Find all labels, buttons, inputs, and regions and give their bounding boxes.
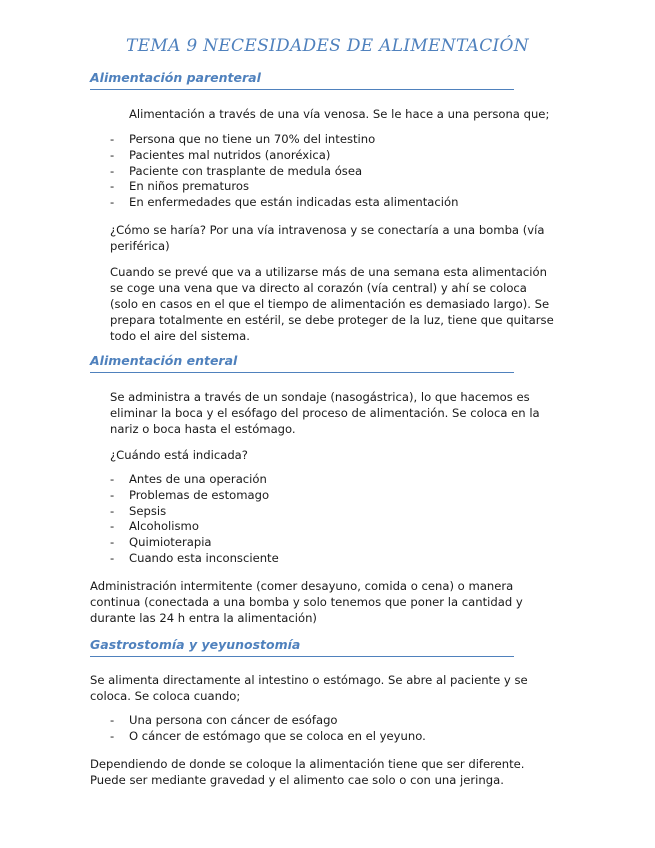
document-title: TEMA 9 NECESIDADES DE ALIMENTACIÓN [126,36,529,56]
bullet-dash: - [110,550,115,565]
section-heading-parenteral: Alimentación parenteral [90,70,514,90]
bullet-dash: - [110,472,115,486]
bullet-dash: - [110,728,115,743]
parenteral-paragraph-central: Cuando se prevé que va a utilizarse más de una semana esta alimentación se coge una vena que va directo al corazón (vía central) y ahí se coloca (solo en casos en el que el tiempo de alimentación es demasiado largo). Se prepara totalmente en estéril, se debe proteger de la luz, tiene que quitarse todo el aire del sistema. [110,265,554,343]
bullet-dash: - [110,163,115,178]
section-heading-gastrostomia: Gastrostomía y yeyunostomía [90,637,514,657]
list-item: - Quimioterapia [110,535,212,550]
parenteral-paragraph-how: ¿Cómo se haría? Por una vía intravenosa y se conectaría a una bomba (vía periférica) [110,223,545,253]
bullet-dash: - [110,519,115,534]
gastro-paragraph-intro: Se alimenta directamente al intestino o estómago. Se abre al paciente y se coloca. Se coloca cuando; [90,673,528,703]
parenteral-intro: Alimentación a través de una vía venosa. Se le hace a una persona que; [129,107,550,121]
list-item: - Persona que no tiene un 70% del intestino [110,132,376,146]
list-item: - Sepsis [110,503,167,518]
list-item: - O cáncer de estómago que se coloca en el yeyuno. [110,728,426,743]
list-item: - Antes de una operación [110,472,267,486]
list-item: - En niños prematuros [110,179,250,194]
list-item: - Pacientes mal nutridos (anoréxica) [110,147,331,162]
enteral-paragraph-intro: Se administra a través de un sondaje (nasogástrica), lo que hacemos es eliminar la boca y el esófago del proceso de alimentación. Se coloca en la nariz o boca hasta el estómago. [110,390,540,436]
list-item: - Alcoholismo [110,519,199,534]
bullet-dash: - [110,179,115,194]
enteral-paragraph-administration: Administración intermitente (comer desayuno, comida o cena) o manera continua (conectada a una bomba y solo tenemos que poner la cantidad y durante las 24 h entra la alimentación) [90,579,523,625]
list-item: - Problemas de estomago [110,487,270,502]
bullet-dash: - [110,132,115,146]
enteral-list [110,472,279,567]
parenteral-list [110,132,458,211]
gastro-paragraph-closing: Dependiendo de donde se coloque la alimentación tiene que ser diferente. Puede ser mediante gravedad y el alimento cae solo o con una jeringa. [90,757,525,787]
list-item: - Paciente con trasplante de medula ósea [110,163,363,178]
bullet-dash: - [110,713,115,727]
bullet-dash: - [110,195,115,210]
enteral-question: ¿Cuándo está indicada? [110,448,248,462]
bullet-dash: - [110,503,115,518]
list-item: - En enfermedades que están indicadas esta alimentación [110,195,459,210]
bullet-dash: - [110,147,115,162]
section-heading-enteral: Alimentación enteral [90,353,514,373]
bullet-dash: - [110,535,115,550]
gastro-list [110,713,426,745]
list-item: - Cuando esta inconsciente [110,550,279,565]
list-item: - Una persona con cáncer de esófago [110,713,338,727]
bullet-dash: - [110,487,115,502]
